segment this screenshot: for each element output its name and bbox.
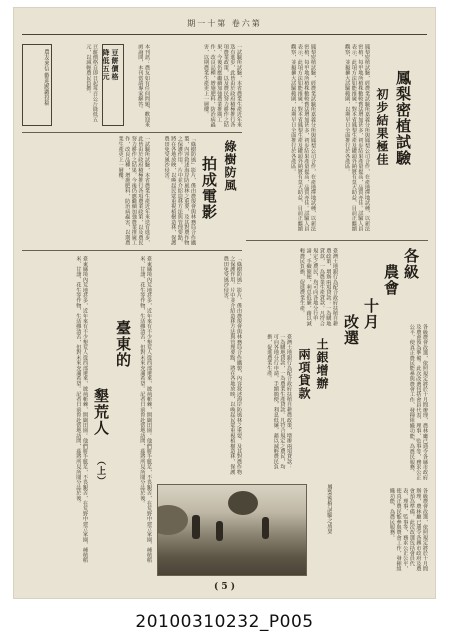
reclamation-body-right: 臺東縣境內荒地甚多，近年來有不少墾荒人從西部遷來，披荊斬棘，開闢田園。他們胼手胝足，不畏艱苦，在荒野中建立家園，種植稻米、甘藷、花生等作物，生活雖清苦，但對未來充滿希望。記者日前曾赴當地訪問，茲將所見所聞分誌於後。: [139, 256, 152, 563]
page-header: 期一十第 卷六第: [187, 19, 262, 28]
mid-divider: [22, 250, 242, 251]
pineapple-title-1: 鳳梨密植試驗: [394, 70, 412, 166]
field-photo: [157, 484, 307, 576]
editorial-top-body: 一試驗所試驗，本省農業生產近年來迭有進步，此皆由於政府積極推行各項農業政策，以及農民努力耕作之結果。今後仍應繼續加強農業推廣工作，改良品種，增施肥料，防治病蟲害，以期農業生產更上一層樓。: [203, 44, 242, 128]
pineapple-body: 鳳梨密植試驗，經農業試驗所嘉義分所與鳳梨公司合作，在產地擇地試種，以新法密植，每甲地所植株數較舊法增加甚多，初步結果產量提高，品質亦佳。試驗人員表示，此項方法如能推廣，對本省鳳梨生產及罐頭外銷將有莫大助益，目前正繼續觀察，並擬擴大試驗範圍，以期早日全面推行於各產區。: [344, 44, 370, 232]
windbreak-body-continued: 「綠樹防風」影片，係由農復會與林務局合作攝製，內容敘述海岸防風林之重要，及其對農作物之保護作用。片中並介紹造林方法與管理要點，將在各地放映，以喚起民眾重視植樹造林，保護農田免受風沙侵害。: [222, 256, 242, 475]
newspaper-page: [14, 8, 435, 598]
page-number: ( 5 ): [213, 582, 236, 592]
land-bank-title-2: 兩項貸款: [297, 348, 311, 400]
elections-body-lower: 各級農會改選，依照規定將於十月間辦理，農林廳已通令各縣市政府及農會預為準備。此次改選包括會員代表、理事、監事等，務求公正公平，使真正農民能參與農會工作，發揮組織功能，為農民服務。: [389, 488, 428, 572]
elections-body: 各級農會改選，依照規定將於十月間辦理，農林廳已通令各縣市政府及農會預為準備。此次改選包括會員代表、理事、監事等，務求公正公平，使真正農民能參與農會工作，發揮組織功能，為農民服務。: [408, 324, 428, 480]
header-divider: [22, 34, 427, 35]
reclamation-body: 臺東縣境內荒地甚多，近年來有不少墾荒人從西部遷來，披荊斬棘，開闢田園。他們胼手胝足，不畏艱苦，在荒野中建立家園，種植稻米、甘藷、花生等作物，生活雖清苦，但對未來充滿希望。記者日前曾赴當地訪問，茲將所見所聞分誌於後。: [75, 256, 88, 563]
price-box-body: 豆餅價格自即日起每百公斤降低五元，以減輕農民負擔。: [85, 44, 98, 122]
archive-id-caption: 20100310232_P005: [135, 612, 314, 632]
reclamation-title-3: （上）: [95, 456, 105, 486]
land-bank-title-1: 土銀增辦: [315, 338, 329, 390]
windbreak-title-2: 拍成電影: [200, 156, 218, 220]
land-bank-body: 臺灣土地銀行為配合政府扶植自耕農政策，增辦兩項貸款：一為購地貸款，一為農業生產貸款。凡符合規定之農民，均可向各地分行申請，手續簡便，利息低廉，藉以減輕農民負擔，促進農業生產。: [266, 334, 292, 470]
elections-title-3: 十月: [362, 298, 380, 330]
small-note-body: 本刊訊：農友如有任何問題，歡迎來函詢問，本刊當請專家解答。: [137, 44, 150, 128]
margin-note: 鳳梨密植試驗之成果: [326, 484, 332, 535]
price-box-subtitle: 降低五元: [102, 49, 111, 81]
price-box: [102, 44, 124, 126]
editorial-mid-body: 一試驗所試驗，本省農業生產近年來迭有進步，此皆由於政府積極推行各項農業政策，以及農民努力耕作之結果。今後仍應繼續加強農業推廣工作，改良品種，增施肥料，防治病蟲害，以期農業生產更上一層樓。: [117, 136, 150, 246]
pineapple-body-continued: 鳳梨密植試驗，經農業試驗所嘉義分所與鳳梨公司合作，在產地擇地試種，以新法密植，每甲地所植株數較舊法增加甚多，初步結果產量提高，品質亦佳。試驗人員表示，此項方法如能推廣，對本省鳳梨生產及罐頭外銷將有莫大助益，目前正繼續觀察，並擬擴大試驗範圍，以期早日全面推行於各產區。: [290, 44, 316, 232]
top-left-divider: [22, 132, 242, 133]
windbreak-body: 「綠樹防風」影片，係由農復會與林務局合作攝製，內容敘述海岸防風林之重要，及其對農作物之保護作用。片中並介紹造林方法與管理要點，將在各地放映，以喚起民眾重視植樹造林，保護農田免受風沙侵害。: [163, 136, 196, 246]
elections-title-4: 改選: [342, 314, 360, 346]
right-top-divider: [246, 240, 428, 241]
elections-title-2: 農會: [382, 264, 400, 296]
windbreak-title-1: 綠樹防風: [223, 140, 237, 192]
pineapple-title-2: 初步結果極佳: [375, 88, 389, 166]
ad-box-text: 農友來信 歡迎踴躍投稿: [43, 49, 49, 106]
reclamation-title-2: 墾荒人: [92, 388, 110, 436]
reclamation-title-1: 臺東的: [114, 320, 132, 368]
land-bank-body-upper: 臺灣土地銀行為配合政府扶植自耕農政策，增辦兩項貸款：一為購地貸款，一為農業生產貸款。凡符合規定之農民，均可向各地分行申請，手續簡便，利息低廉，藉以減輕農民負擔，促進農業生產。: [299, 248, 338, 326]
ad-box: [22, 44, 52, 126]
elections-title-1: 各級: [402, 248, 420, 280]
price-box-title: 豆餅價格: [111, 49, 120, 81]
